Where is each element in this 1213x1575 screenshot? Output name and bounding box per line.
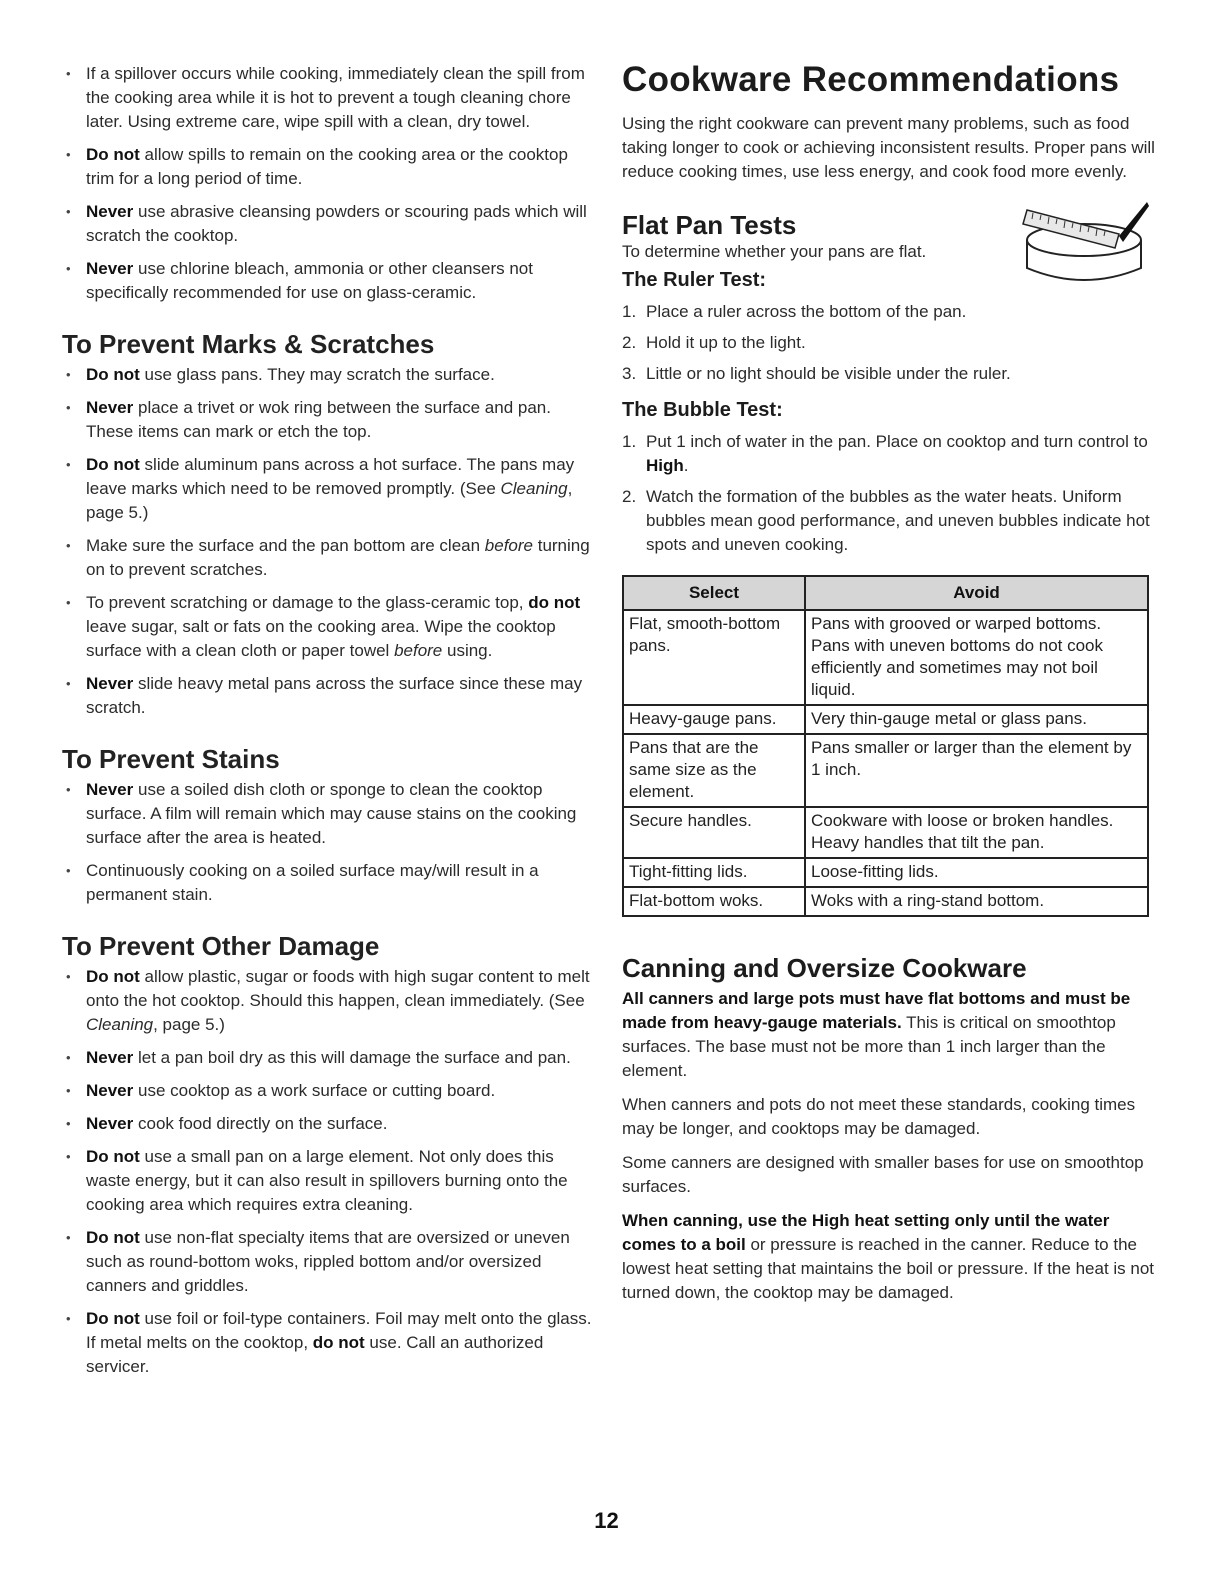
page-number: 12 bbox=[594, 1508, 619, 1533]
canning-paragraph: All canners and large pots must have flat bottoms and must be made from heavy-gauge materials. This is critical on smoothtop surfaces. The base must not be more than 1 inch larger than the element. bbox=[622, 989, 1131, 1080]
section-heading-damage: To Prevent Other Damage bbox=[62, 931, 380, 961]
avoid-cell: Pans smaller or larger than the element by 1 inch. bbox=[805, 734, 1148, 807]
avoid-cell: Pans with grooved or warped bottoms. Pans with uneven bottoms do not cook efficiently and sometimes may not boil liquid. bbox=[805, 610, 1148, 705]
right-column bbox=[622, 62, 1157, 1315]
list-item: 1. Place a ruler across the bottom of the pan. bbox=[622, 302, 967, 321]
list-item: 3. Little or no light should be visible under the ruler. bbox=[622, 364, 1011, 383]
table-row bbox=[623, 705, 1148, 734]
table-row bbox=[623, 858, 1148, 887]
ruler-steps bbox=[622, 300, 1157, 386]
flat-pan-tests-heading: Flat Pan Tests bbox=[622, 210, 797, 240]
list-item: • Make sure the surface and the pan bottom are clean before turning on to prevent scratches. bbox=[62, 534, 592, 582]
table-row bbox=[623, 610, 1148, 705]
table-row bbox=[623, 807, 1148, 858]
flat-pan-tests bbox=[622, 210, 1157, 557]
select-cell: Secure handles. bbox=[623, 807, 805, 858]
bubble-steps bbox=[622, 430, 1157, 557]
select-cell: Flat, smooth-bottom pans. bbox=[623, 610, 805, 705]
marks-bullets bbox=[62, 363, 592, 720]
list-item: • Do not allow plastic, sugar or foods with high sugar content to melt onto the hot cooktop. Should this happen, clean immediately. (See Cleaning, page 5.) bbox=[62, 965, 592, 1037]
list-item: • Never slide heavy metal pans across the surface since these may scratch. bbox=[62, 672, 592, 720]
flat-pan-intro: To determine whether your pans are flat. bbox=[622, 242, 927, 261]
avoid-cell: Cookware with loose or broken handles. Heavy handles that tilt the pan. bbox=[805, 807, 1148, 858]
list-item: • Do not slide aluminum pans across a hot surface. The pans may leave marks which need to be removed promptly. (See Cleaning, page 5.) bbox=[62, 453, 592, 525]
column-header-select: Select bbox=[623, 576, 805, 610]
list-item: • Do not use glass pans. They may scratch the surface. bbox=[62, 363, 592, 387]
canning-paragraph: When canning, use the High heat setting only until the water comes to a boil or pressure is reached in the canner. Reduce to the lowest heat setting that maintains the boil or pressure. If the heat is not turned down, the cooktop may be damaged. bbox=[622, 1211, 1155, 1302]
list-item: 1. Put 1 inch of water in the pan. Place on cooktop and turn control to High. bbox=[622, 432, 1148, 475]
table-row bbox=[623, 734, 1148, 807]
list-item: • Never use abrasive cleansing powders or scouring pads which will scratch the cooktop. bbox=[62, 200, 592, 248]
column-header-avoid: Avoid bbox=[805, 576, 1148, 610]
list-item: • To prevent scratching or damage to the glass-ceramic top, do not leave sugar, salt or fats on the cooking area. Wipe the cooktop surface with a clean cloth or paper towel before using. bbox=[62, 591, 592, 663]
canning-heading: Canning and Oversize Cookware bbox=[622, 953, 1027, 983]
list-item: • Do not use foil or foil-type containers. Foil may melt onto the glass. If metal melts on the cooktop, do not use. Call an authorized servicer. bbox=[62, 1307, 592, 1379]
section-heading-stains: To Prevent Stains bbox=[62, 744, 280, 774]
list-item: • Continuously cooking on a soiled surface may/will result in a permanent stain. bbox=[62, 859, 592, 907]
select-cell: Heavy-gauge pans. bbox=[623, 705, 805, 734]
list-item: • Never place a trivet or wok ring between the surface and pan. These items can mark or etch the top. bbox=[62, 396, 592, 444]
page-title: Cookware Recommendations bbox=[622, 60, 1120, 99]
list-item: 2. Watch the formation of the bubbles as the water heats. Uniform bubbles mean good performance, and uneven bubbles indicate hot spots and uneven cooking. bbox=[622, 487, 1150, 554]
avoid-cell: Woks with a ring-stand bottom. bbox=[805, 887, 1148, 916]
list-item: • Do not use non-flat specialty items that are oversized or uneven such as round-bottom woks, rippled bottom and/or oversized canners and griddles. bbox=[62, 1226, 592, 1298]
avoid-cell: Very thin-gauge metal or glass pans. bbox=[805, 705, 1148, 734]
left-column bbox=[62, 62, 592, 1388]
section-heading-marks: To Prevent Marks & Scratches bbox=[62, 329, 435, 359]
cleaning-bullets bbox=[62, 62, 592, 305]
canning-paragraph: When canners and pots do not meet these standards, cooking times may be longer, and cooktops may be damaged. bbox=[622, 1095, 1136, 1138]
list-item: 2. Hold it up to the light. bbox=[622, 333, 806, 352]
table-row bbox=[623, 887, 1148, 916]
list-item: • Do not allow spills to remain on the cooking area or the cooktop trim for a long period of time. bbox=[62, 143, 592, 191]
list-item: • Never use cooktop as a work surface or cutting board. bbox=[62, 1079, 592, 1103]
list-item: • Never use a soiled dish cloth or sponge to clean the cooktop surface. A film will remain which may cause stains on the cooking surface after the area is heated. bbox=[62, 778, 592, 850]
avoid-cell: Loose-fitting lids. bbox=[805, 858, 1148, 887]
stains-bullets bbox=[62, 778, 592, 907]
list-item: • Never use chlorine bleach, ammonia or other cleansers not specifically recommended for use on glass-ceramic. bbox=[62, 257, 592, 305]
list-item: • If a spillover occurs while cooking, immediately clean the spill from the cooking area while it is hot to prevent a tough cleaning chore later. Using extreme care, wipe spill with a clean, dry towel. bbox=[62, 62, 592, 134]
cookware-table bbox=[622, 575, 1149, 917]
list-item: • Do not use a small pan on a large element. Not only does this waste energy, but it can also result in spillovers burning onto the cooking area which requires extra cleaning. bbox=[62, 1145, 592, 1217]
select-cell: Flat-bottom woks. bbox=[623, 887, 805, 916]
pan-ruler-illustration bbox=[1019, 196, 1149, 296]
canning-paragraph: Some canners are designed with smaller bases for use on smoothtop surfaces. bbox=[622, 1153, 1144, 1196]
bubble-test-heading: The Bubble Test: bbox=[622, 399, 783, 421]
select-cell: Tight-fitting lids. bbox=[623, 858, 805, 887]
damage-bullets bbox=[62, 965, 592, 1379]
table-header-row bbox=[623, 576, 1148, 610]
list-item: • Never cook food directly on the surface. bbox=[62, 1112, 592, 1136]
list-item: • Never let a pan boil dry as this will damage the surface and pan. bbox=[62, 1046, 592, 1070]
ruler-test-heading: The Ruler Test: bbox=[622, 269, 767, 291]
select-cell: Pans that are the same size as the element. bbox=[623, 734, 805, 807]
intro-paragraph: Using the right cookware can prevent many problems, such as food taking longer to cook or achieving inconsistent results. Proper pans will reduce cooking times, use less energy, and cook food more evenly. bbox=[622, 114, 1155, 181]
